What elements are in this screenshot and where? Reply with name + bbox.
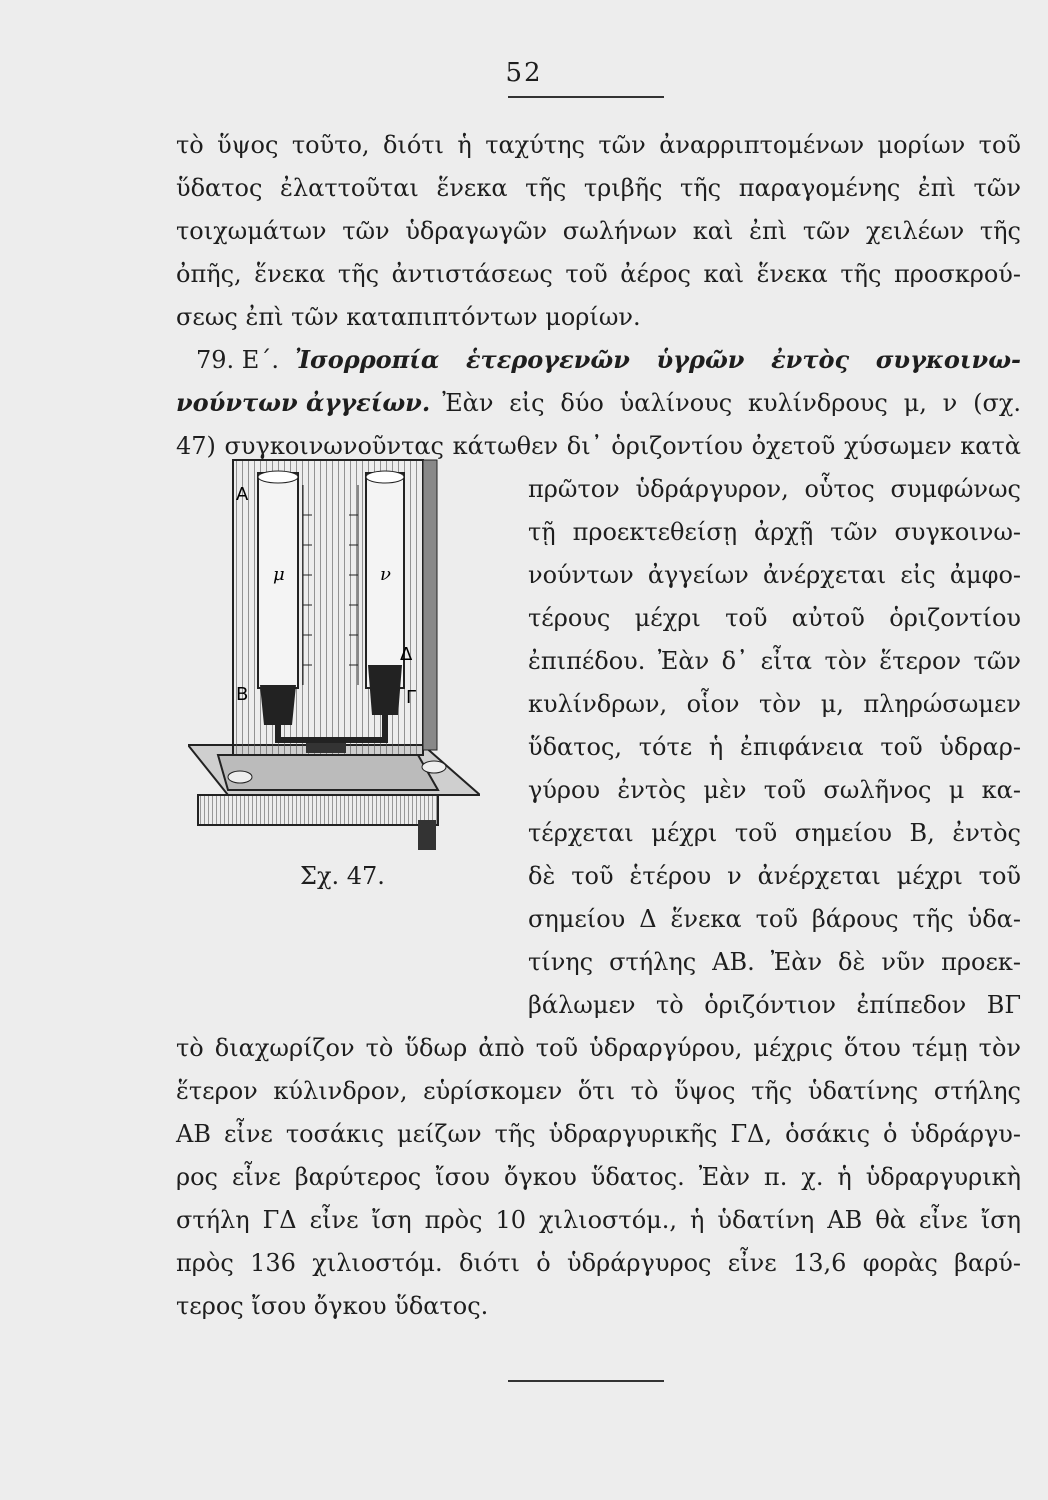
figure-47	[188, 455, 480, 850]
text-line	[176, 388, 1021, 418]
pipe-clamp	[306, 743, 346, 753]
text-line: δὲ τοῦ ἑτέρου ν ἀνέρχεται μέχρι τοῦ	[528, 862, 1021, 890]
figure-caption: Σχ. 47.	[300, 862, 385, 890]
text-line: ὕδατος, τότε ἡ ἐπιφάνεια τοῦ ὑδραρ-	[528, 733, 1021, 761]
label-Gamma: Γ	[406, 687, 417, 708]
text-line: τὸ διαχωρίζον τὸ ὕδωρ ἀπὸ τοῦ ὑδραργύρου, μέχρις ὅτου τέμῃ τὸν	[176, 1034, 1021, 1062]
table-leg	[418, 820, 436, 850]
text-line: ΑΒ εἶνε τοσάκις μείζων τῆς ὑδραργυρικῆς ΓΔ, ὁσάκις ὁ ὑδράργυ-	[176, 1120, 1021, 1148]
text-line: γύρου ἐντὸς μὲν τοῦ σωλῆνος μ κα-	[528, 776, 1021, 804]
text-line: ὀπῆς, ἕνεκα τῆς ἀντιστάσεως τοῦ ἀέρος καὶ ἕνεκα τῆς προσκρού-	[176, 260, 1021, 288]
label-mu: μ	[273, 564, 285, 585]
text-line: ρος εἶνε βαρύτερος ἴσου ὄγκου ὕδατος. Ἐὰν π. χ. ἡ ὑδραργυρικὴ	[176, 1163, 1021, 1191]
section-title: Ἰσορροπία ἑτερογενῶν ὑγρῶν ἐντὸς συγκοινω-	[294, 345, 1021, 374]
text-line: σημείου Δ ἕνεκα τοῦ βάρους τῆς ὑδα-	[528, 905, 1021, 933]
text-line: 47) συγκοινωνοῦντας κάτωθεν δι᾽ ὁριζοντίου ὀχετοῦ χύσωμεν κατὰ	[176, 432, 1021, 460]
section-title-cont: νούντων ἀγγείων.	[176, 388, 431, 417]
text-line: πρὸς 136 χιλιοστόμ. διότι ὁ ὑδράργυρος εἶνε 13,6 φορὰς βαρύ-	[176, 1249, 1021, 1277]
text-line: κυλίνδρων, οἷον τὸν μ, πληρώσωμεν	[528, 690, 1021, 718]
text-line: τὸ ὕψος τοῦτο, διότι ἡ ταχύτης τῶν ἀναρριπτομένων μορίων τοῦ	[176, 131, 1021, 159]
label-Delta: Δ	[400, 644, 413, 665]
text-line: τέρχεται μέχρι τοῦ σημείου Β, ἐντὸς	[528, 819, 1021, 847]
levelling-screw	[422, 761, 446, 773]
header-rule	[508, 96, 664, 98]
text-line: σεως ἐπὶ τῶν καταπιπτόντων μορίων.	[176, 303, 641, 331]
text-line: νούντων ἀγγείων ἀνέρχεται εἰς ἀμφο-	[528, 561, 1021, 589]
page-number: 52	[505, 58, 543, 88]
tube-nu-mouth	[366, 471, 404, 483]
text-line: στήλη ΓΔ εἶνε ἴση πρὸς 10 χιλιοστόμ., ἡ ὑδατίνη ΑΒ θὰ εἶνε ἴση	[176, 1206, 1021, 1234]
mercury-nu	[368, 665, 402, 715]
section-heading	[196, 345, 1021, 375]
table-edge	[198, 795, 438, 825]
board-side	[423, 460, 437, 750]
text-line: τοιχωμάτων τῶν ὑδραγωγῶν σωλήνων καὶ ἐπὶ τῶν χειλέων τῆς	[176, 217, 1021, 245]
text-line: τῇ προεκτεθείσῃ ἀρχῇ τῶν συγκοινω-	[528, 518, 1021, 546]
text-line-rest: Ἐὰν εἰς δύο ὑαλίνους κυλίνδρους μ, ν (σχ.	[442, 389, 1021, 417]
communicating-vessels-illustration	[188, 455, 480, 850]
text-line: τίνης στήλης ΑΒ. Ἐὰν δὲ νῦν προεκ-	[528, 948, 1021, 976]
apparatus-base	[218, 755, 438, 790]
label-nu: ν	[380, 564, 391, 585]
levelling-screw	[228, 771, 252, 783]
text-line: ἐπιπέδου. Ἐὰν δ᾽ εἶτα τὸν ἕτερον τῶν	[528, 647, 1021, 675]
tube-mu-mouth	[258, 471, 298, 483]
mercury-mu	[260, 685, 296, 725]
footer-rule	[508, 1380, 664, 1382]
text-line: ὕδατος ἐλαττοῦται ἕνεκα τῆς τριβῆς τῆς παραγομένης ἐπὶ τῶν	[176, 174, 1021, 202]
section-number: 79. Ε΄.	[196, 346, 279, 374]
text-line: βάλωμεν τὸ ὁριζόντιον ἐπίπεδον ΒΓ	[528, 991, 1021, 1019]
text-line: τερος ἴσου ὄγκου ὕδατος.	[176, 1292, 489, 1320]
label-B: Β	[236, 684, 249, 705]
text-line: τέρους μέχρι τοῦ αὐτοῦ ὁριζοντίου	[528, 604, 1021, 632]
label-A: Α	[236, 484, 249, 505]
text-line: ἕτερον κύλινδρον, εὑρίσκομεν ὅτι τὸ ὕψος τῆς ὑδατίνης στήλης	[176, 1077, 1021, 1105]
text-line: πρῶτον ὑδράργυρον, οὗτος συμφώνως	[528, 475, 1021, 503]
